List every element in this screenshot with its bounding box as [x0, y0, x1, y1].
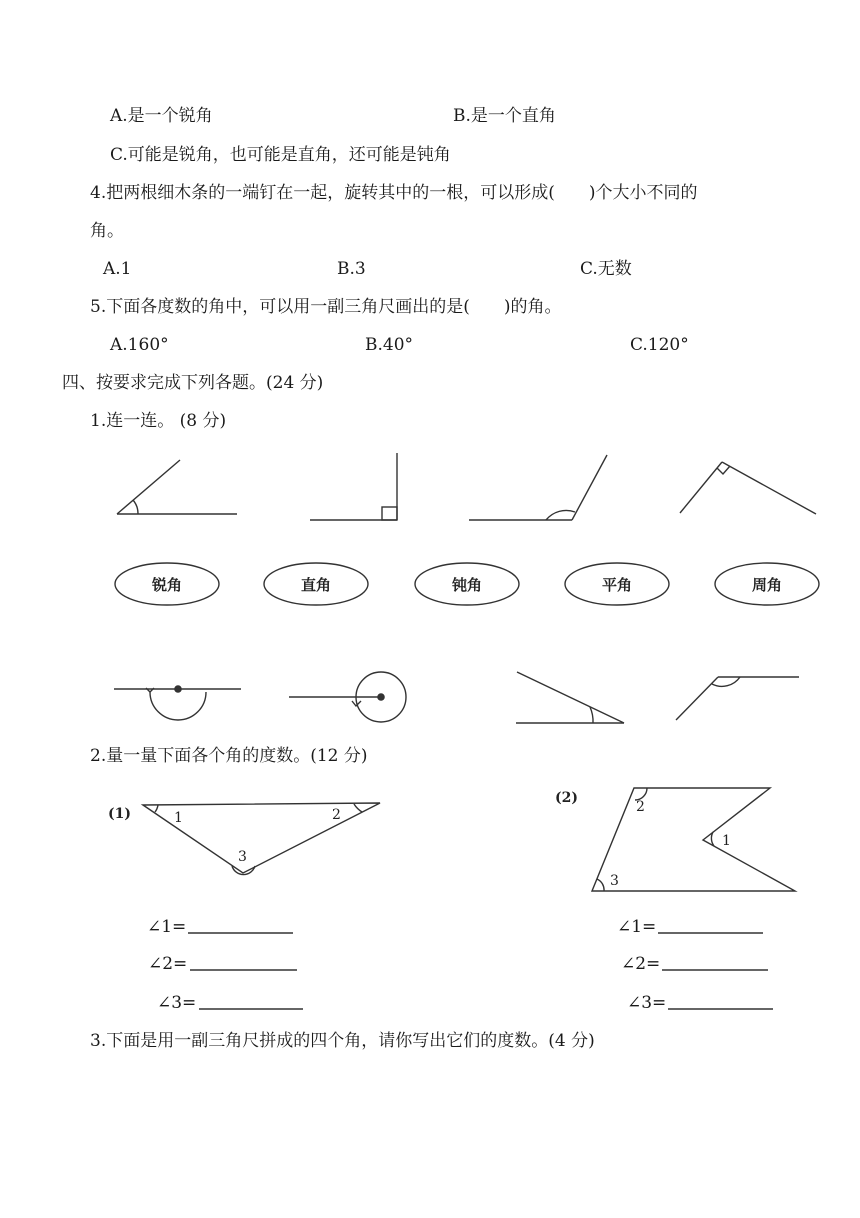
right-angle-figure [310, 453, 397, 520]
q5-option-a: A.160° [110, 335, 169, 355]
straight-angle-figure [114, 688, 241, 720]
tilted-right-angle-figure [680, 462, 816, 514]
answer-prompt: ∠3= [157, 993, 197, 1013]
q4-option-b: B.3 [337, 259, 366, 279]
q5-stem: 5.下面各度数的角中，可以用一副三角尺画出的是( )的角。 [90, 297, 562, 317]
full-angle-figure [289, 672, 406, 722]
figure-1-label: (1) [108, 806, 131, 822]
part1-title: 1.连一连。 (8 分) [90, 411, 227, 431]
obtuse-angle-figure [469, 455, 607, 520]
angle-number: 2 [332, 807, 341, 823]
obtuse-angle-figure-2 [676, 677, 799, 720]
answer-prompt: ∠1= [147, 917, 187, 937]
q4-stem: 4.把两根细木条的一端钉在一起，旋转其中的一根，可以形成( )个大小不同的 [90, 183, 698, 203]
q4-option-c: C.无数 [580, 259, 632, 279]
oval-label: 锐角 [151, 576, 183, 594]
q5-option-c: C.120° [630, 335, 689, 355]
part2-title: 2.量一量下面各个角的度数。(12 分) [90, 746, 368, 766]
q5-option-b: B.40° [365, 335, 414, 355]
answer-prompt: ∠1= [617, 917, 657, 937]
vertex-dot [377, 693, 385, 701]
quadrilateral-figure [592, 788, 795, 891]
answer-prompt: ∠2= [148, 954, 188, 974]
angle-number: 3 [610, 873, 619, 889]
q3-option-b: B.是一个直角 [453, 106, 556, 126]
q4-stem-continued: 角。 [90, 221, 124, 241]
figure-2-label: (2) [555, 790, 578, 806]
acute-angle-figure-2 [516, 672, 624, 723]
oval-label: 平角 [601, 576, 633, 594]
angle-number: 2 [636, 799, 645, 815]
oval-label: 直角 [300, 576, 332, 594]
oval-label: 钝角 [451, 576, 483, 594]
angle-number: 1 [174, 810, 183, 826]
q4-option-a: A.1 [103, 259, 132, 279]
acute-angle-figure [117, 460, 237, 514]
answer-prompt: ∠2= [621, 954, 661, 974]
vertex-dot [174, 685, 182, 693]
section-heading: 四、按要求完成下列各题。(24 分) [62, 373, 324, 393]
part3-title: 3.下面是用一副三角尺拼成的四个角，请你写出它们的度数。(4 分) [90, 1031, 595, 1051]
answer-prompt: ∠3= [627, 993, 667, 1013]
angle-number: 3 [238, 849, 247, 865]
angle-number: 1 [722, 833, 731, 849]
oval-label: 周角 [751, 576, 783, 594]
q3-option-a: A.是一个锐角 [110, 106, 213, 126]
q3-option-c: C.可能是锐角，也可能是直角，还可能是钝角 [110, 145, 451, 165]
